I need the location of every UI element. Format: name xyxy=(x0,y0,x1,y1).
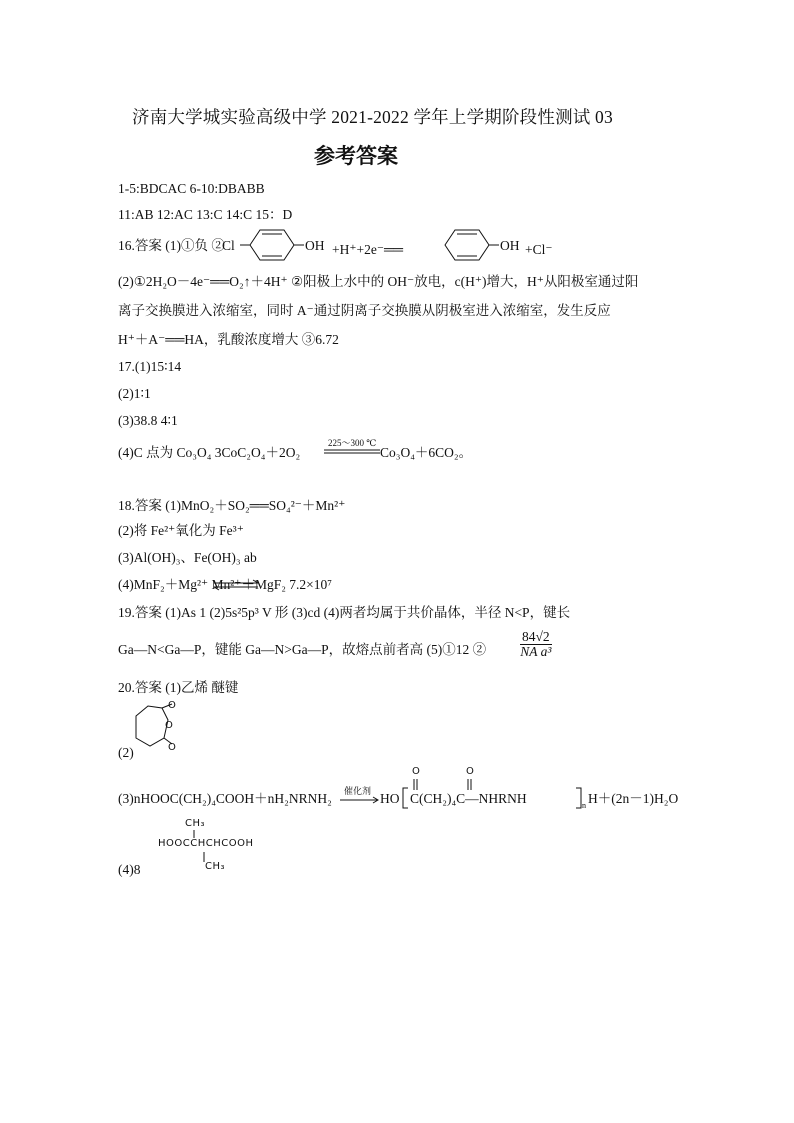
carbonyl-o-2: O xyxy=(466,766,475,777)
q16-label: 16.答案 xyxy=(118,238,162,253)
q16-line4: H⁺＋A⁻══HA，乳酸浓度增大 ③6.72 xyxy=(118,332,339,347)
q16-mid: +H⁺+2e⁻══ xyxy=(332,242,404,257)
svg-text:n: n xyxy=(582,801,586,810)
ring-carbonyl-o-bottom: O xyxy=(168,742,177,753)
q16-line3: 离子交换膜进入浓缩室，同时 A⁻通过阴离子交换膜从阴极室进入浓缩室，发生反应 xyxy=(118,303,611,318)
polymer-bracket-right-icon xyxy=(576,788,586,808)
page-title: 济南大学城实验高级中学 2021-2022 学年上学期阶段性测试 03 xyxy=(132,107,613,127)
q20-line4: (4)8 xyxy=(118,862,141,877)
q17-line4b: Co₃O₄＋6CO₂。 xyxy=(380,445,473,460)
q19-fraction-den: NA a³ xyxy=(520,644,552,659)
q20-product-ho: HO xyxy=(380,791,400,806)
q16-part1: (1)①负 ② xyxy=(165,238,225,253)
ring-carbonyl-o-top: O xyxy=(168,700,177,711)
q20-line2: (2) xyxy=(118,745,134,760)
reaction-arrow-icon xyxy=(340,797,378,803)
q18-line1: 18.答案 (1)MnO₂＋SO₂══SO₄²⁻＋Mn²⁺ xyxy=(118,498,346,513)
q16-cl: Cl xyxy=(222,238,235,253)
equilibrium-arrow-icon xyxy=(214,580,258,590)
ring-ether-o: O xyxy=(165,720,174,731)
q17-line4a: (4)C 点为 Co₃O₄ 3CoC₂O₄＋2O₂ xyxy=(118,445,301,460)
q16-line1 xyxy=(118,237,225,255)
q16-oh-right: OH xyxy=(500,238,520,253)
q16-oh-left: OH xyxy=(305,238,325,253)
q19-line2: Ga—N<Ga—P，键能 Ga—N>Ga—P，故熔点前者高 (5)①12 ② xyxy=(118,642,487,657)
benzene-ring-right-icon xyxy=(435,228,499,262)
q16-line2: (2)①2H₂O－4e⁻══O₂↑＋4H⁺ ②阳极上水中的 OH⁻放电，c(H⁺)增大，H⁺从阳极室通过阳 xyxy=(118,274,639,289)
q17-line1: 17.(1)15∶14 xyxy=(118,359,182,374)
choice-answers-11-15: 11:AB 12:AC 13:C 14:C 15：D xyxy=(118,207,293,222)
q18-line3: (3)Al(OH)₃、Fe(OH)₃ ab xyxy=(118,550,257,565)
q19-density-fraction xyxy=(520,630,552,659)
q16-end: +Cl⁻ xyxy=(525,242,553,257)
choice-answers-1-10: 1-5:BDCAC 6-10:DBABB xyxy=(118,181,265,196)
branch-ch3-bottom: CH₃ xyxy=(205,861,226,872)
equals-arrow-icon xyxy=(324,449,380,455)
q19-fraction-num: 84√2 xyxy=(522,629,550,644)
q19-line1: 19.答案 (1)As 1 (2)5s²5p³ V 形 (3)cd (4)两者均属于共价晶体，半径 N<P，键长 xyxy=(118,605,571,620)
branch-ch3-top: CH₃ xyxy=(185,818,206,829)
q17-line2: (2)1∶1 xyxy=(118,386,151,401)
q20-product-chain: C(CH₂)₄C—NHRNH xyxy=(410,791,527,806)
benzene-ring-left-icon xyxy=(240,228,304,262)
q18-line2: (2)将 Fe²⁺氧化为 Fe³⁺ xyxy=(118,523,244,538)
branch-main-chain: HOOCCHCHCOOH xyxy=(158,838,254,849)
q17-condition: 225～300 ℃ xyxy=(328,438,377,448)
carbonyl-double-bonds-icon xyxy=(413,779,473,791)
carbonyl-o-1: O xyxy=(412,766,421,777)
q17-line3: (3)38.8 4∶1 xyxy=(118,413,178,428)
q20-line1: 20.答案 (1)乙烯 醚键 xyxy=(118,680,239,695)
q20-product-end: H＋(2n－1)H₂O xyxy=(588,791,679,806)
polymer-bracket-left-icon xyxy=(402,788,408,808)
cyclic-anhydride-structure-icon xyxy=(128,702,188,754)
q20-line3a: (3)nHOOC(CH₂)₄COOH＋nH₂NRNH₂ xyxy=(118,791,332,806)
page-subtitle: 参考答案 xyxy=(314,144,398,168)
q20-catalyst: 催化剂 xyxy=(344,786,372,796)
q18-line4: (4)MnF₂＋Mg²⁺ Mn²⁺＋MgF₂ 7.2×10⁷ xyxy=(118,577,332,592)
